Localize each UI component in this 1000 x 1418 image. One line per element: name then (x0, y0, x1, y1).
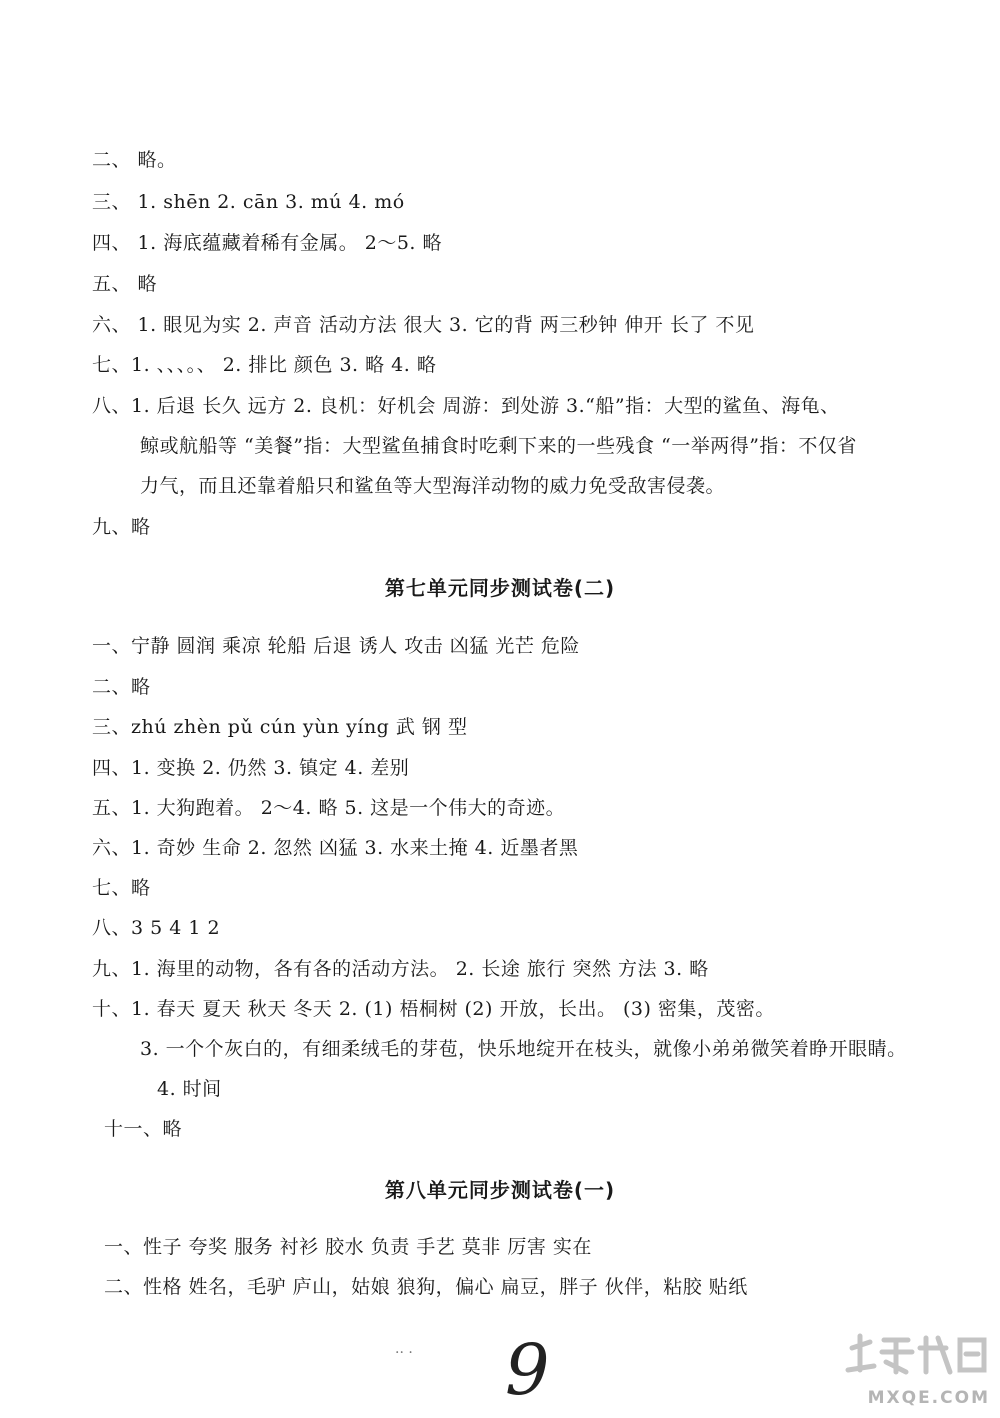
answer-line: 二、性格 姓名，毛驴 庐山，姑娘 狼狗，偏心 扁豆，胖子 伙伴，粘胶 贴纸 (104, 1276, 748, 1298)
answer-line: 六、1. 奇妙 生命 2. 忽然 凶猛 3. 水来土掩 4. 近墨者黑 (92, 837, 579, 859)
answer-line: 七、1. 、、、。、 2. 排比 颜色 3. 略 4. 略 (92, 354, 437, 376)
answer-line: 五、1. 大狗跑着。 2～4. 略 5. 这是一个伟大的奇迹。 (92, 797, 566, 819)
answer-line: 八、3 5 4 1 2 (92, 917, 221, 939)
answer-line: 三、 1. shēn 2. cān 3. mú 4. mó (92, 191, 405, 213)
watermark-text: MXQE.COM (867, 1388, 990, 1408)
answer-line: 力气，而且还靠着船只和鲨鱼等大型海洋动物的威力免受敌害侵袭。 (140, 475, 726, 497)
answer-line: 七、略 (92, 877, 151, 899)
answer-line: 十一、略 (104, 1118, 183, 1140)
section-title: 第七单元同步测试卷(二) (384, 576, 616, 600)
answer-line: 鲸或航船等 “美餐”指：大型鲨鱼捕食时吃剩下来的一些残食 “一举两得”指：不仅省 (140, 435, 857, 457)
answer-line: 二、略 (92, 676, 151, 698)
answer-line: 六、 1. 眼见为实 2. 声音 活动方法 很大 3. 它的背 两三秒钟 伸开 长了 不见 (92, 314, 755, 336)
answer-line: 十、1. 春天 夏天 秋天 冬天 2. (1) 梧桐树 (2) 开放，长出。 (3) 密集，茂密。 (92, 998, 775, 1020)
answer-line: 四、 1. 海底蕴藏着稀有金属。 2～5. 略 (92, 232, 443, 254)
answer-line: 3. 一个个灰白的，有细柔绒毛的芽苞，快乐地绽开在枝头，就像小弟弟微笑着睁开眼睛。 (140, 1038, 907, 1060)
section-title: 第八单元同步测试卷(一) (384, 1178, 616, 1202)
answer-line: 四、1. 变换 2. 仍然 3. 镇定 4. 差别 (92, 757, 410, 779)
answer-line: 九、1. 海里的动物，各有各的活动方法。 2. 长途 旅行 突然 方法 3. 略 (92, 958, 709, 980)
scan-mark: ·· · (395, 1345, 413, 1361)
answer-line: 九、略 (92, 516, 151, 538)
page-number: 9 (505, 1329, 550, 1411)
answer-line: 三、zhú zhèn pǔ cún yùn yíng 武 钢 型 (92, 716, 468, 738)
answer-line: 4. 时间 (157, 1078, 222, 1100)
answer-line: 八、1. 后退 长久 远方 2. 良机：好机会 周游：到处游 3.“船”指：大型的鲨鱼、海龟、 (92, 395, 840, 417)
answer-line: 二、 略。 (92, 149, 177, 171)
answer-line: 一、性子 夸奖 服务 衬衫 胶水 负责 手艺 莫非 厉害 实在 (104, 1236, 592, 1258)
answer-line: 五、 略 (92, 273, 158, 295)
answer-line: 一、宁静 圆润 乘凉 轮船 后退 诱人 攻击 凶猛 光芒 危险 (92, 635, 580, 657)
